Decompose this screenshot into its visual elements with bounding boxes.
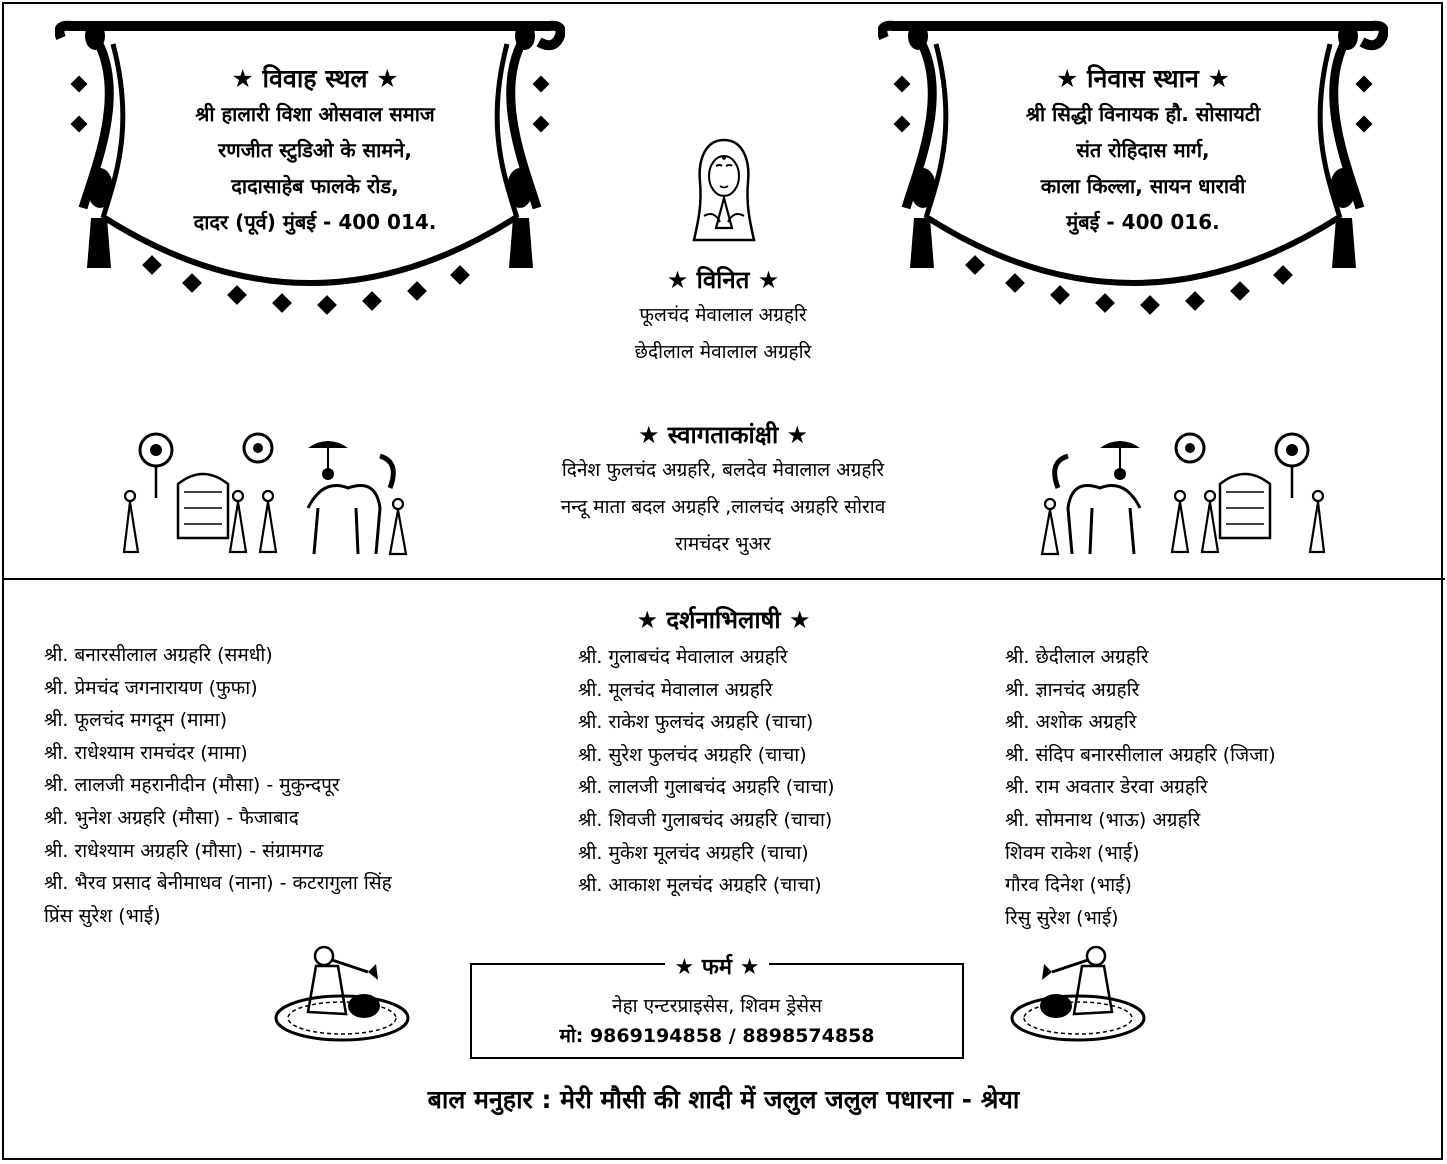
vinit-line: छेदीलाल मेवालाल अग्रहरि [634,341,812,363]
baraat-procession-left-icon [118,428,410,560]
list-item: श्री. भुनेश अग्रहरि (मौसा) - फैजाबाद [44,806,299,829]
venue-block [115,62,515,240]
list-item: श्री. लालजी महरानीदीन (मौसा) - मुकुन्दपूर [44,774,340,797]
residence-line: मुंबई - 400 016. [1066,210,1220,234]
list-item: श्री. संदिप बनारसीलाल अग्रहरि (जिजा) [1005,743,1276,766]
list-item: श्री. राधेश्याम अग्रहरि (मौसा) - संग्रामगढ [44,839,324,862]
list-item: गौरव दिनेश (भाई) [1005,874,1132,897]
list-item: श्री. सोमनाथ (भाऊ) अग्रहरि [1005,808,1201,831]
list-item: श्री. मूलचंद मेवालाल अग्रहरि [578,678,773,701]
residence-line: श्री सिद्धी विनायक हौ. सोसायटी [1025,102,1261,126]
residence-line: संत रोहिदास मार्ग, [1076,138,1210,162]
swagat-title: ★ स्वागताकांक्षी ★ [637,421,809,449]
list-item: श्री. गुलाबचंद मेवालाल अग्रहरि [578,646,788,668]
list-item: श्री. बनारसीलाल अग्रहरि (समधी) [44,644,273,666]
vinit-line: फूलचंद मेवालाल अग्रहरि [639,304,807,326]
firm-name: नेहा एन्टरप्राइसेस, शिवम ड्रेसेस [612,995,822,1017]
list-item: श्री. ज्ञानचंद अग्रहरि [1005,678,1140,701]
namaste-woman-icon [690,136,758,244]
list-item: शिवम राकेश (भाई) [1005,841,1140,864]
darshan-column-1 [44,639,392,932]
list-item: श्री. मुकेश मूलचंद अग्रहरि (चाचा) [578,841,809,864]
list-item: रिसु सुरेश (भाई) [1005,906,1119,929]
shehnai-player-left-icon [272,942,412,1044]
shehnai-player-right-icon [1008,942,1148,1044]
vinit-title: ★ विनित ★ [666,266,780,294]
darshan-title: ★ दर्शनाभिलाषी ★ [636,606,811,634]
list-item: प्रिंस सुरेश (भाई) [44,904,161,927]
list-item: श्री. लालजी गुलाबचंद अग्रहरि (चाचा) [578,776,835,799]
venue-line: रणजीत स्टुडिओ के सामने, [218,138,412,162]
list-item: श्री. अशोक अग्रहरि [1005,711,1137,734]
residence-title: ★ निवास स्थान ★ [1055,64,1231,93]
list-item: श्री. राम अवतार डेरवा अग्रहरि [1005,776,1208,799]
swagat-line: दिनेश फुलचंद अग्रहरि, बलदेव मेवालाल अग्रहरि [561,459,885,481]
venue-line: दादासाहेब फालके रोड, [231,174,399,198]
list-item: श्री. भैरव प्रसाद बेनीमाधव (नाना) - कटरागुला सिंह [44,872,392,895]
swagat-block [423,418,1023,563]
list-item: श्री. छेदीलाल अग्रहरि [1005,646,1149,668]
venue-line: दादर (पूर्व) मुंबई - 400 014. [193,210,437,234]
darshan-column-2 [578,641,835,902]
residence-line: काला किल्ला, सायन धारावी [1040,174,1246,198]
residence-block [943,62,1343,240]
swagat-line: नन्दू माता बदल अग्रहरि ,लालचंद अग्रहरि सोराव [560,496,886,518]
firm-box [470,955,964,1059]
darshan-column-3 [1005,641,1276,934]
vinit-block [473,263,973,371]
list-item: श्री. शिवजी गुलाबचंद अग्रहरि (चाचा) [578,808,833,831]
list-item: श्री. आकाश मूलचंद अग्रहरि (चाचा) [578,874,822,897]
list-item: श्री. राकेश फुलचंद अग्रहरि (चाचा) [578,711,814,734]
list-item: श्री. सुरेश फुलचंद अग्रहरि (चाचा) [578,743,807,766]
list-item: श्री. फूलचंद मगदूम (मामा) [44,709,228,732]
baraat-procession-right-icon [1038,428,1330,560]
firm-phone: मो: 9869194858 / 8898574858 [559,1025,875,1047]
section-divider [2,578,1445,580]
swagat-line: रामचंदर भुअर [675,533,771,555]
venue-title: ★ विवाह स्थल ★ [231,64,399,93]
list-item: श्री. राधेश्याम रामचंदर (मामा) [44,741,248,764]
list-item: श्री. प्रेमचंद जगनारायण (फुफा) [44,676,258,699]
venue-line: श्री हालारी विशा ओसवाल समाज [195,102,435,126]
footer-message: बाल मनुहार : मेरी मौसी की शादी में जलुल जलुल पधारना - श्रेया [427,1085,1020,1114]
firm-title: ★ फर्म ★ [665,955,770,980]
